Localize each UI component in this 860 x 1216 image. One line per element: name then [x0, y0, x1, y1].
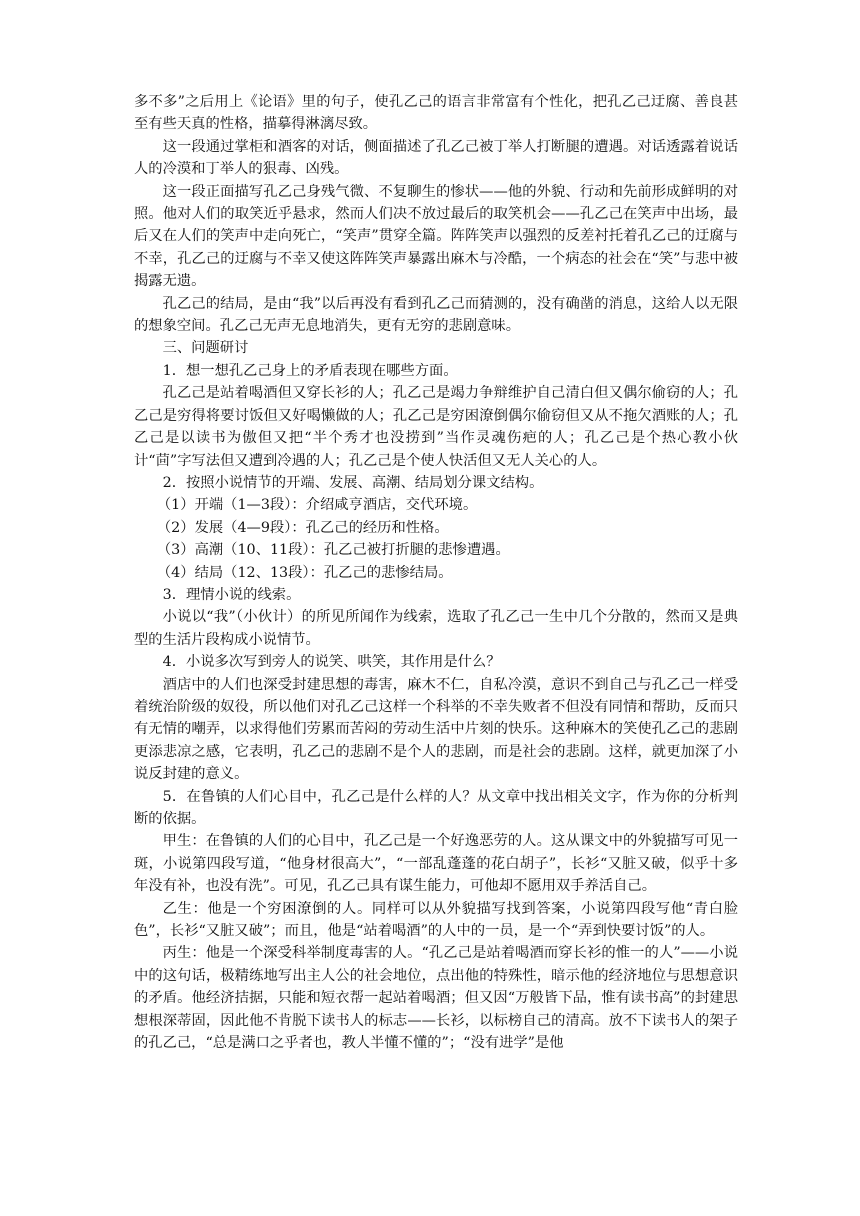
structure-item-3: （3）高潮（10、11段）：孔乙己被打折腿的悲惨遭遇。 [156, 542, 510, 559]
document-page [134, 91, 738, 1054]
paragraph-laughter-analysis: 这一段正面描写孔乙己身残气微、不复聊生的惨状——他的外貌、行动和先前形成鲜明的对照。他对人们的取笑近乎悬求，然而人们决不放过最后的取笑机会——孔乙己在笑声中出场，最后又在人们的笑声中走向死亡，“笑声”贯穿全篇。阵阵笑声以强烈的反差衬托着孔乙己的迂腐与不幸，孔乙己的迂腐与不幸又使这阵阵笑声暴露出麻木与冷酷，一个病态的社会在“笑”与悲中被揭露无遗。 [134, 183, 738, 290]
paragraph-dialogue-analysis: 这一段通过掌柜和酒客的对话，侧面描述了孔乙己被丁举人打断腿的遭遇。对话透露着说话人的冷漠和丁举人的狠毒、凶残。 [134, 138, 738, 178]
question-5: 5．在鲁镇的人们心目中，孔乙己是什么样的人？从文章中找出相关文字，作为你的分析判断的依据。 [134, 788, 738, 827]
answer-4: 酒店中的人们也深受封建思想的毒害，麻木不仁，自私冷漠，意识不到自己与孔乙己一样受着统治阶级的奴役，所以他们对孔乙己这样一个科举的不幸失败者不但没有同情和帮助，反而只有无情的嘲弄，以求得他们劳累而苦闷的劳动生活中片刻的快乐。这种麻木的笑使孔乙己的悲剧更添悲凉之感，它表明，孔乙己的悲剧不是个人的悲剧，而是社会的悲剧。这样，就更加深了小说反封建的意义。 [134, 676, 738, 783]
section-heading: 三、问题研讨 [162, 340, 249, 357]
structure-item-4: （4）结局（12、13段）：孔乙己的悲惨结局。 [156, 564, 453, 581]
paragraph-ending-analysis: 孔乙己的结局，是由“我”以后再没有看到孔乙己而猜测的，没有确凿的消息，这给人以无限的想象空间。孔乙己无声无息地消失，更有无穷的悲剧意味。 [134, 295, 738, 335]
structure-item-1: （1）开端（1—3段）：介绍咸亨酒店，交代环境。 [156, 497, 478, 514]
answer-3: 小说以“我”（小伙计）的所见所闻作为线索，选取了孔乙己一生中几个分散的，然而又是典型的生活片段构成小说情节。 [134, 609, 738, 648]
question-4: 4．小说多次写到旁人的说笑、哄笑，其作用是什么？ [162, 654, 501, 671]
question-3: 3．理情小说的线索。 [162, 586, 301, 603]
answer-1: 孔乙己是站着喝酒但又穿长衫的人；孔乙己是竭力争辩维护自己清白但又偶尔偷窃的人；孔乙己是穷得将要讨饭但又好喝懒做的人；孔乙己是穷困潦倒偶尔偷窃但又从不拖欠酒账的人；孔乙己是以读书为傲但又把“半个秀才也没捞到”当作灵魂伤疤的人；孔乙己是个热心教小伙计“茴”字写法但又遭到冷遇的人；孔乙己是个使人快活但又无人关心的人。 [134, 385, 738, 469]
paragraph-intro-continuation: 多不多”之后用上《论语》里的句子，使孔乙己的语言非常富有个性化，把孔乙己迂腐、善良甚至有些天真的性格，描摹得淋漓尽致。 [134, 94, 738, 133]
structure-item-2: （2）发展（4—9段）：孔乙己的经历和性格。 [156, 519, 449, 536]
answer-5-student-b: 乙生：他是一个穷困潦倒的人。同样可以从外貌描写找到答案，小说第四段写他“青白脸色”，长衫“又脏又破”；而且，他是“站着喝酒”的人中的一员，是一个“弄到快要讨饭”的人。 [134, 900, 738, 940]
answer-5-student-c: 丙生：他是一个深受科举制度毒害的人。“孔乙己是站着喝酒而穿长衫的惟一的人”——小说中的这句话，极精练地写出主人公的社会地位，点出他的特殊性，暗示他的经济地位与思想意识的矛盾。他经济拮据，只能和短衣帮一起站着喝酒；但又因“万般皆下品，惟有读书高”的封建思想根深蒂固，因此他不肯脱下读书人的标志——长衫，以标榜自己的清高。放不下读书人的架子的孔乙己，“总是满口之乎者也，教人半懂不懂的”；“没有进学”是他 [134, 945, 738, 1052]
question-1: 1．想一想孔乙己身上的矛盾表现在哪些方面。 [162, 362, 458, 379]
question-2: 2．按照小说情节的开端、发展、高潮、结局划分课文结构。 [162, 474, 544, 491]
answer-5-student-a: 甲生：在鲁镇的人们的心目中，孔乙己是一个好逸恶劳的人。这从课文中的外貌描写可见一斑，小说第四段写道，“他身材很高大”，“一部乱蓬蓬的花白胡子”，长衫“又脏又破，似乎十多年没有补，也没有洗”。可见，孔乙己具有谋生能力，可他却不愿用双手养活自己。 [134, 833, 738, 895]
